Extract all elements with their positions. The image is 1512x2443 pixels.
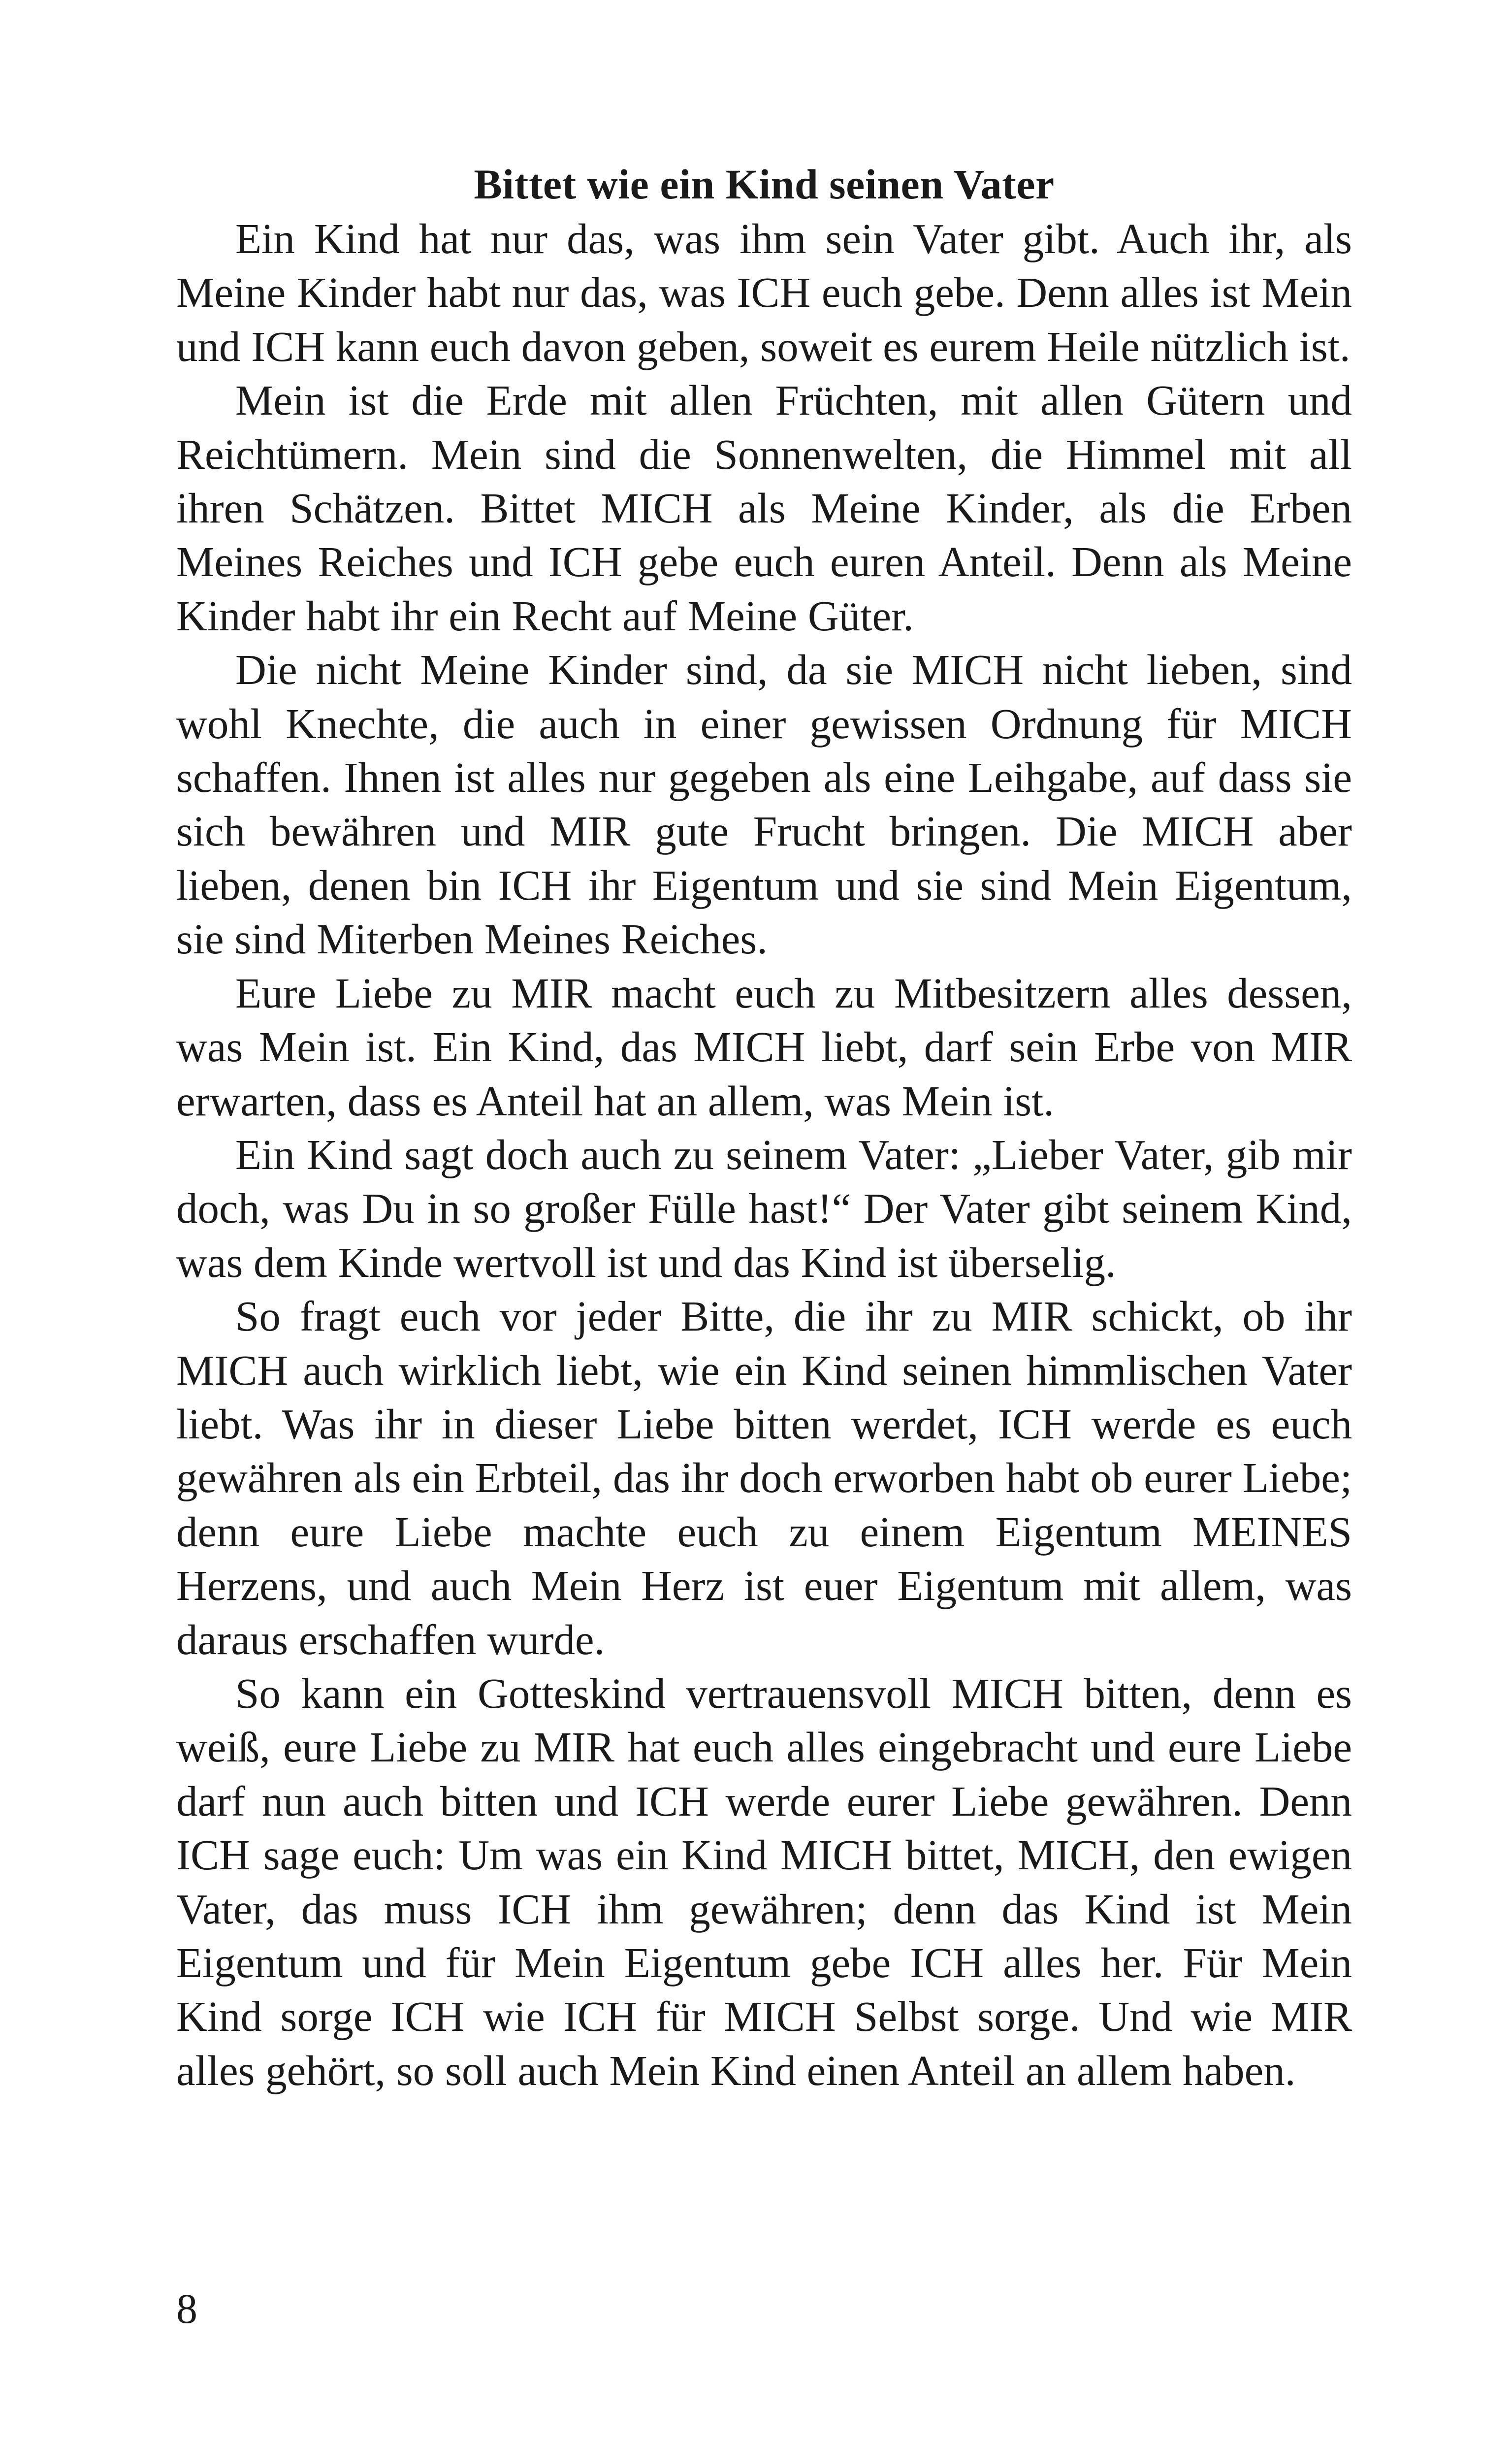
paragraph: Ein Kind hat nur das, was ihm sein Vater gibt. Auch ihr, als Meine Kinder habt nur das, was ICH euch gebe. Denn alles ist Mein und ICH kann euch davon geben, soweit es eurem Heile nützlich ist. [176, 215, 1352, 370]
paragraph: Eure Liebe zu MIR macht euch zu Mitbesitzern alles dessen, was Mein ist. Ein Kind, das MICH liebt, darf sein Erbe von MIR erwarten, dass es Anteil hat an allem, was Mein ist. [176, 969, 1352, 1125]
paragraph: So fragt euch vor jeder Bitte, die ihr zu MIR schickt, ob ihr MICH auch wirklich liebt, wie ein Kind seinen himmlischen Vater liebt. Was ihr in dieser Liebe bitten werdet, ICH werde es euch gewähren als ein Erbteil, das ihr doch erworben habt ob eurer Liebe; denn eure Liebe machte euch zu einem Eigentum MEINES Herzens, und auch Mein Herz ist euer Eigentum mit allem, was daraus erschaffen wurde. [176, 1292, 1352, 1663]
chapter-title: Bittet wie ein Kind seinen Vater [474, 161, 1055, 208]
paragraph: Mein ist die Erde mit allen Früchten, mit allen Gütern und Reichtümern. Mein sind die Sonnenwelten, die Himmel mit all ihren Schätzen. Bittet MICH als Meine Kinder, als die Erben Meines Reiches und ICH gebe euch euren Anteil. Denn als Meine Kinder habt ihr ein Recht auf Meine Güter. [176, 376, 1352, 640]
page-number: 8 [176, 2285, 197, 2332]
paragraph: Ein Kind sagt doch auch zu seinem Vater: „Lieber Vater, gib mir doch, was Du in so großer Fülle hast!“ Der Vater gibt seinem Kind, was dem Kinde wertvoll ist und das Kind ist überselig. [176, 1130, 1352, 1286]
paragraph: So kann ein Gotteskind vertrauensvoll MICH bitten, denn es weiß, eure Liebe zu MIR hat euch alles eingebracht und eure Liebe darf nun auch bitten und ICH werde eurer Liebe gewähren. Denn ICH sage euch: Um was ein Kind MICH bittet, MICH, den ewigen Vater, das muss ICH ihm gewähren; denn das Kind ist Mein Eigentum und für Mein Eigentum gebe ICH alles her. Für Mein Kind sorge ICH wie ICH für MICH Selbst sorge. Und wie MIR alles gehört, so soll auch Mein Kind einen Anteil an allem haben. [176, 1669, 1352, 2094]
text-column [176, 157, 1352, 2097]
paragraph: Die nicht Meine Kinder sind, da sie MICH nicht lieben, sind wohl Knechte, die auch in einer gewissen Ordnung für MICH schaffen. Ihnen ist alles nur gegeben als eine Leihgabe, auf dass sie sich bewähren und MIR gute Frucht bringen. Die MICH aber lieben, denen bin ICH ihr Eigentum und sie sind Mein Eigentum, sie sind Miterben Meines Reiches. [176, 646, 1352, 963]
